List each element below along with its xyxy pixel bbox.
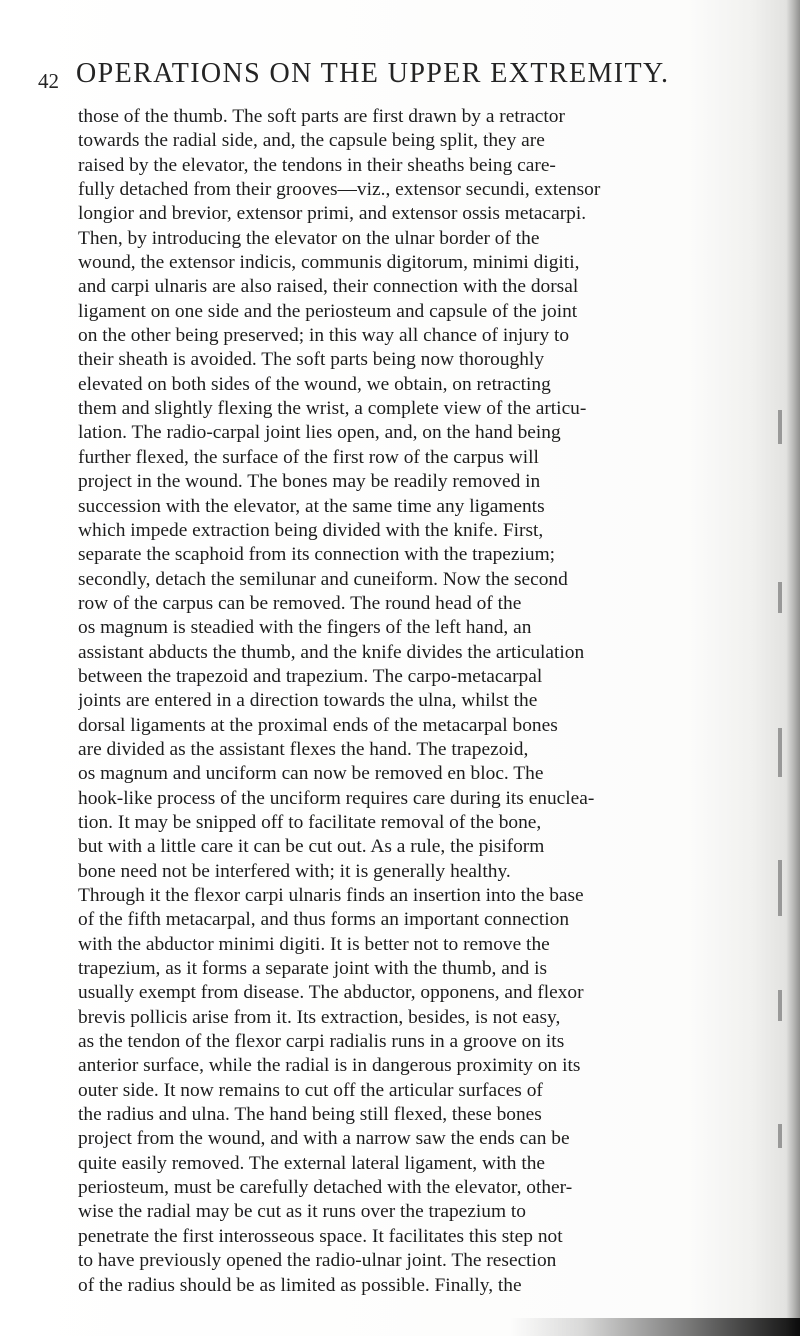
text-line: as the tendon of the flexor carpi radialis runs in a groove on its (78, 1031, 565, 1053)
text-line: lation. The radio-carpal joint lies open, and, on the hand being (78, 422, 561, 444)
text-line: with the abductor minimi digiti. It is better not to remove the (78, 933, 550, 955)
text-line: hook-like process of the unciform requires care during its enuclea- (78, 787, 595, 809)
text-line: joints are entered in a direction towards the ulna, whilst the (78, 690, 538, 712)
text-line: longior and brevior, extensor primi, and extensor ossis metacarpi. (78, 203, 587, 225)
text-line: tion. It may be snipped off to facilitate removal of the bone, (78, 811, 542, 833)
text-line: Then, by introducing the elevator on the ulnar border of the (78, 227, 540, 249)
margin-scan-mark (778, 410, 782, 444)
text-line: os magnum and unciform can now be removed en bloc. The (78, 763, 544, 785)
text-line: fully detached from their grooves—viz., extensor secundi, extensor (78, 179, 601, 201)
text-line: quite easily removed. The external lateral ligament, with the (78, 1152, 546, 1174)
text-line: outer side. It now remains to cut off the articular surfaces of (78, 1079, 543, 1101)
text-line: the radius and ulna. The hand being still flexed, these bones (78, 1104, 542, 1126)
text-line: assistant abducts the thumb, and the knife divides the articulation (78, 641, 585, 663)
text-line: anterior surface, while the radial is in dangerous proximity on its (78, 1055, 581, 1077)
text-line: ligament on one side and the periosteum and capsule of the joint (78, 300, 578, 322)
text-line: project in the wound. The bones may be readily removed in (78, 471, 541, 493)
body-text (78, 105, 768, 1298)
text-line: penetrate the first interosseous space. It facilitates this step not (78, 1225, 563, 1247)
text-line: between the trapezoid and trapezium. The carpo-metacarpal (78, 665, 543, 687)
text-line: row of the carpus can be removed. The round head of the (78, 592, 522, 614)
text-line: but with a little care it can be cut out. As a rule, the pisiform (78, 836, 545, 858)
text-line: elevated on both sides of the wound, we obtain, on retracting (78, 373, 551, 395)
text-line: bone need not be interfered with; it is generally healthy. (78, 860, 511, 882)
text-line: secondly, detach the semilunar and cuneiform. Now the second (78, 568, 568, 590)
margin-scan-mark (778, 728, 782, 777)
text-line: raised by the elevator, the tendons in their sheaths being care- (78, 154, 556, 176)
text-line: those of the thumb. The soft parts are first drawn by a retractor (78, 106, 565, 127)
text-line: usually exempt from disease. The abductor, opponens, and flexor (78, 982, 584, 1004)
text-line: periosteum, must be carefully detached with the elevator, other- (78, 1177, 573, 1199)
text-line: wound, the extensor indicis, communis digitorum, minimi digiti, (78, 252, 580, 274)
text-line: are divided as the assistant flexes the hand. The trapezoid, (78, 738, 529, 760)
bottom-edge-shadow (510, 1318, 800, 1336)
text-line: Through it the flexor carpi ulnaris finds an insertion into the base (78, 885, 584, 906)
text-line: project from the wound, and with a narrow saw the ends can be (78, 1128, 570, 1150)
text-line: and carpi ulnaris are also raised, their connection with the dorsal (78, 276, 579, 298)
margin-scan-mark (778, 1124, 782, 1148)
text-line: os magnum is steadied with the fingers of the left hand, an (78, 617, 532, 639)
text-line: further flexed, the surface of the first row of the carpus will (78, 446, 539, 468)
text-line: brevis pollicis arise from it. Its extraction, besides, is not easy, (78, 1006, 561, 1028)
text-line: of the radius should be as limited as possible. Finally, the (78, 1274, 522, 1296)
running-head: OPERATIONS ON THE UPPER EXTREMITY. (76, 58, 670, 89)
page-header (38, 58, 780, 98)
text-line: on the other being preserved; in this way all chance of injury to (78, 325, 570, 347)
text-line: them and slightly flexing the wrist, a complete view of the articu- (78, 398, 587, 420)
margin-scan-mark (778, 582, 782, 613)
text-line: their sheath is avoided. The soft parts being now thoroughly (78, 349, 545, 371)
text-line: separate the scaphoid from its connection with the trapezium; (78, 544, 556, 566)
margin-scan-mark (778, 990, 782, 1021)
text-line: of the fifth metacarpal, and thus forms an important connection (78, 909, 570, 931)
page-number: 42 (38, 69, 59, 93)
text-line: dorsal ligaments at the proximal ends of the metacarpal bones (78, 714, 558, 736)
text-line: wise the radial may be cut as it runs over the trapezium to (78, 1201, 526, 1223)
text-line: towards the radial side, and, the capsule being split, they are (78, 130, 545, 152)
text-line: which impede extraction being divided with the knife. First, (78, 519, 544, 541)
page-edge-shadow (786, 0, 800, 1336)
text-line: to have previously opened the radio-ulnar joint. The resection (78, 1250, 557, 1272)
text-line: trapezium, as it forms a separate joint with the thumb, and is (78, 958, 548, 980)
margin-scan-mark (778, 860, 782, 916)
text-line: succession with the elevator, at the same time any ligaments (78, 495, 545, 517)
